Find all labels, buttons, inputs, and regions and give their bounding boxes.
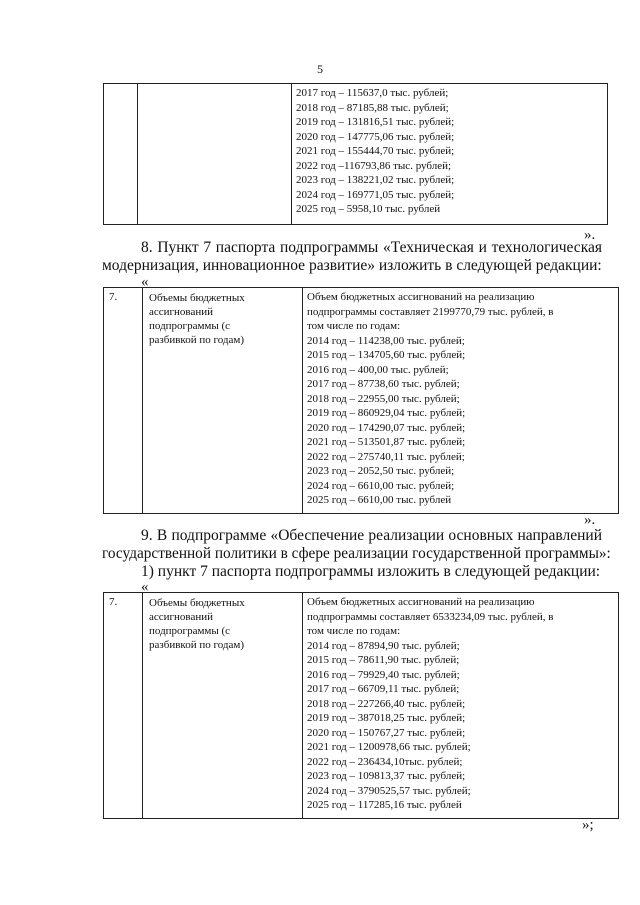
label-line: ассигнований bbox=[149, 306, 214, 318]
year-line: 2020 год – 150767,27 тыс. рублей; bbox=[307, 726, 466, 739]
continuation-table bbox=[103, 83, 608, 225]
year-line: 2017 год – 66709,11 тыс. рублей; bbox=[307, 683, 460, 695]
section9-heading: 9. В подпрограмме «Обеспечение реализации основных направлений bbox=[141, 527, 602, 544]
year-line: 2019 год – 387018,25 тыс. рублей; bbox=[307, 712, 466, 724]
values-cell bbox=[303, 288, 619, 514]
year-line: 2024 год – 6610,00 тыс. рублей; bbox=[307, 479, 455, 492]
year-line: 2015 год – 78611,90 тыс. рублей; bbox=[307, 654, 460, 666]
year-line: 2014 год – 114238,00 тыс. рублей; bbox=[307, 334, 465, 347]
year-line: 2021 год – 513501,87 тыс. рублей; bbox=[307, 436, 466, 448]
section9-heading-cont: государственной политики в сфере реализации государственной программы»: bbox=[102, 545, 611, 562]
intro-line: том числе по годам: bbox=[307, 320, 401, 332]
values-cell bbox=[303, 593, 619, 819]
label-line: подпрограммы (с bbox=[149, 320, 231, 332]
label-line: разбивкой по годам) bbox=[149, 334, 244, 346]
intro-line: подпрограммы составляет 6533234,09 тыс. рублей, в bbox=[307, 610, 554, 623]
year-line: 2024 год – 3790525,57 тыс. рублей; bbox=[307, 784, 471, 797]
year-line: 2021 год – 155444,70 тыс. рублей; bbox=[296, 145, 455, 157]
num-cell: 7. bbox=[104, 593, 143, 819]
year-line: 2023 год – 2052,50 тыс. рублей; bbox=[307, 465, 455, 477]
year-line: 2025 год – 5958,10 тыс. рублей bbox=[296, 203, 441, 215]
year-line: 2014 год – 87894,90 тыс. рублей; bbox=[307, 639, 460, 652]
year-line: 2015 год – 134705,60 тыс. рублей; bbox=[307, 349, 466, 361]
year-line: 2022 год – 236434,10тыс. рублей; bbox=[307, 755, 463, 768]
label-line: Объемы бюджетных bbox=[149, 597, 245, 609]
year-line: 2016 год – 400,00 тыс. рублей; bbox=[307, 363, 449, 376]
year-line: 2018 год – 227266,40 тыс. рублей; bbox=[307, 697, 466, 710]
year-line: 2016 год – 79929,40 тыс. рублей; bbox=[307, 668, 460, 681]
year-line: 2025 год – 117285,16 тыс. рублей bbox=[307, 799, 462, 811]
open-quote: « bbox=[141, 274, 149, 290]
year-line: 2020 год – 147775,06 тыс. рублей; bbox=[296, 130, 455, 143]
label-line: подпрограммы (с bbox=[149, 625, 231, 637]
year-line: 2023 год – 138221,02 тыс. рублей; bbox=[296, 174, 455, 186]
num-cell bbox=[104, 84, 138, 225]
closing-quote: ». bbox=[584, 227, 596, 243]
intro-line: Объем бюджетных ассигнований на реализацию bbox=[307, 596, 535, 608]
label-line: ассигнований bbox=[149, 611, 214, 623]
year-line: 2018 год – 22955,00 тыс. рублей; bbox=[307, 392, 460, 405]
section8-table bbox=[103, 287, 619, 514]
section8-heading: 8. Пункт 7 паспорта подпрограммы «Техническая и технологическая bbox=[141, 239, 602, 256]
num-cell: 7. bbox=[104, 288, 143, 514]
label-line: Объемы бюджетных bbox=[149, 292, 245, 304]
year-line: 2022 год –116793,86 тыс. рублей; bbox=[296, 159, 452, 172]
closing-quote: ». bbox=[584, 512, 596, 528]
label-cell bbox=[143, 593, 303, 819]
year-line: 2017 год – 87738,60 тыс. рублей; bbox=[307, 378, 460, 390]
year-line: 2022 год – 275740,11 тыс. рублей; bbox=[307, 450, 465, 463]
year-line: 2024 год – 169771,05 тыс. рублей; bbox=[296, 188, 455, 201]
year-line: 2020 год – 174290,07 тыс. рублей; bbox=[307, 421, 466, 434]
year-line: 2017 год – 115637,0 тыс. рублей; bbox=[296, 87, 449, 99]
year-line: 2018 год – 87185,88 тыс. рублей; bbox=[296, 101, 449, 114]
values-cell bbox=[292, 84, 608, 225]
year-line: 2019 год – 131816,51 тыс. рублей; bbox=[296, 116, 455, 128]
intro-line: подпрограммы составляет 2199770,79 тыс. рублей, в bbox=[307, 305, 554, 318]
closing-quote: »; bbox=[582, 817, 594, 833]
page-number: 5 bbox=[317, 62, 323, 76]
year-line: 2021 год – 1200978,66 тыс. рублей; bbox=[307, 741, 471, 753]
section8-heading-cont: модернизация, инновационное развитие» изложить в следующей редакции: bbox=[102, 257, 602, 274]
label-cell bbox=[143, 288, 303, 514]
section9-item1: 1) пункт 7 паспорта подпрограммы изложить в следующей редакции: bbox=[141, 563, 601, 580]
open-quote: « bbox=[141, 579, 149, 595]
intro-line: Объем бюджетных ассигнований на реализацию bbox=[307, 291, 535, 303]
year-line: 2019 год – 860929,04 тыс. рублей; bbox=[307, 407, 466, 419]
year-line: 2023 год – 109813,37 тыс. рублей; bbox=[307, 770, 466, 782]
intro-line: том числе по годам: bbox=[307, 625, 401, 637]
label-line: разбивкой по годам) bbox=[149, 639, 244, 651]
section9-table bbox=[103, 592, 619, 819]
label-cell bbox=[138, 84, 292, 225]
year-line: 2025 год – 6610,00 тыс. рублей bbox=[307, 494, 452, 506]
